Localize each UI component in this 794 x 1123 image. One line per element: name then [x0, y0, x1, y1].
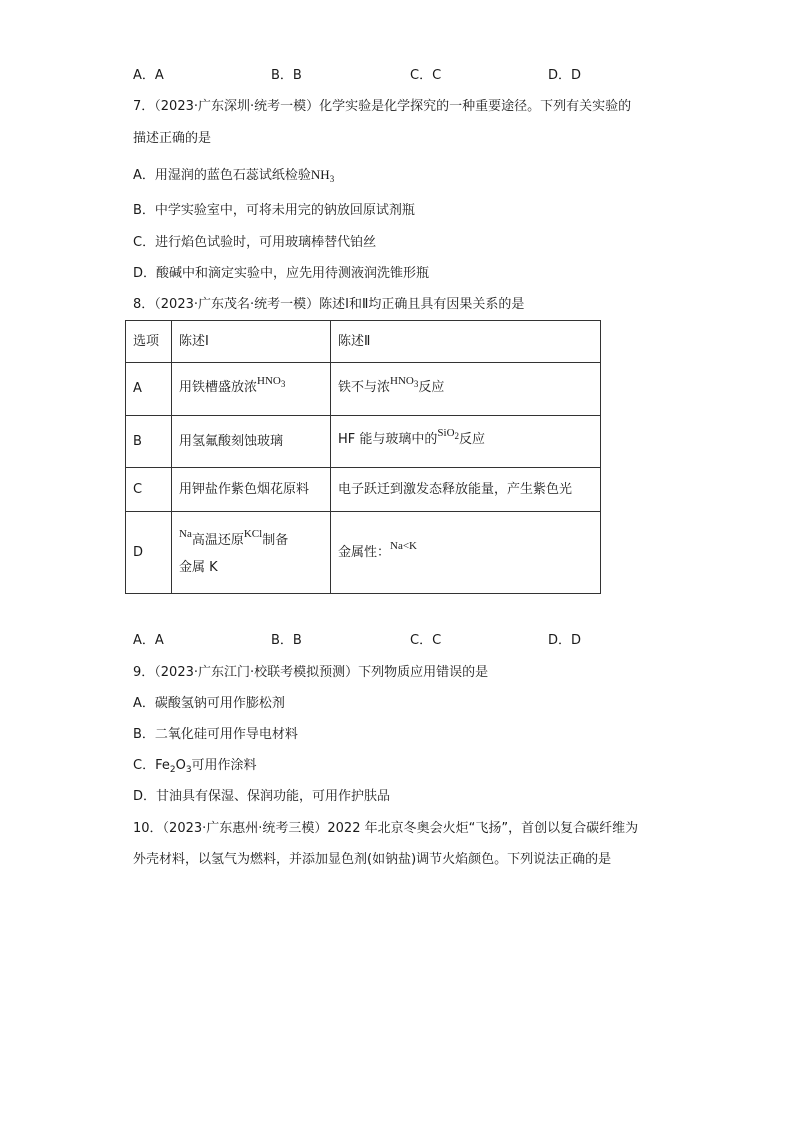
q8-option-b: B．B	[271, 633, 302, 648]
q7-option-d: D．酸碱中和滴定实验中，应先用待测液润洗锥形瓶	[133, 266, 430, 281]
fe2o3-sub2: 3	[185, 765, 192, 775]
q9-option-b: B．二氧化硅可用作导电材料	[133, 727, 298, 742]
row-d-kcl: KCl	[243, 527, 263, 540]
table-row	[126, 512, 601, 594]
q8-option-d: D．D	[548, 633, 582, 648]
q8-options	[133, 632, 593, 650]
row-c-statement-1: 用钾盐作紫色烟花原料	[172, 468, 331, 512]
row-d-s2-formula: Na<K	[390, 539, 417, 552]
q9-option-c	[133, 757, 257, 779]
q7-stem-line1: 7．（2023·广东深圳·统考一模）化学实验是化学探究的一种重要途径。下列有关实验的	[133, 99, 632, 114]
q8-stem: 8．（2023·广东茂名·统考一模）陈述Ⅰ和Ⅱ均正确且具有因果关系的是	[133, 297, 525, 312]
q9-option-a: A．碳酸氢钠可用作膨松剂	[133, 696, 285, 711]
row-c-statement-2: 电子跃迁到激发态释放能量，产生紫色光	[331, 468, 601, 512]
row-d-statement-1	[172, 512, 331, 594]
q7-nh3-sub: 3	[329, 174, 335, 184]
row-d-end: 制备	[262, 532, 289, 548]
fe2o3-sub1: 2	[169, 765, 176, 775]
q6-option-c: C．C	[410, 68, 442, 83]
row-b-s2-formula	[437, 427, 459, 439]
row-a-statement-1	[172, 363, 331, 416]
table-row	[126, 468, 601, 512]
q6-option-d: D．D	[548, 68, 582, 83]
row-d-line2: 金属 K	[179, 559, 218, 575]
header-option: 选项	[126, 321, 172, 363]
header-statement-1: 陈述Ⅰ	[172, 321, 331, 363]
q9-stem: 9．（2023·广东江门·校联考模拟预测）下列物质应用错误的是	[133, 665, 489, 680]
q7-nh3-formula: NH	[310, 167, 330, 182]
row-d-s2-pre: 金属性：	[338, 544, 391, 560]
q7-option-c: C．进行焰色试验时，可用玻璃棒替代铂丝	[133, 235, 377, 250]
q8-option-c: C．C	[410, 633, 442, 648]
q8-option-a: A．A	[133, 633, 164, 648]
table-header-row	[126, 321, 601, 363]
hno3-sub: 3	[280, 378, 286, 389]
q6-options	[133, 67, 593, 85]
row-b-option: B	[126, 416, 172, 468]
row-a-s1-formula	[257, 375, 285, 387]
row-d-mid: 高温还原	[191, 532, 244, 548]
row-a-s2-post: 反应	[418, 379, 445, 395]
hno3-formula: HNO	[390, 374, 414, 387]
q6-option-a: A．A	[133, 68, 164, 83]
row-a-statement-2	[331, 363, 601, 416]
row-b-s2-pre: HF 能与玻璃中的	[338, 432, 438, 447]
sio2-formula: SiO	[437, 427, 455, 439]
q7-option-a-text: A．用湿润的蓝色石蕊试纸检验	[133, 168, 311, 183]
q9-c-pre: C．	[133, 758, 156, 773]
row-a-s1-text: 用铁槽盛放浓	[179, 379, 258, 395]
table-row	[126, 416, 601, 468]
q9-option-d: D．甘油具有保湿、保润功能，可用作护肤品	[133, 789, 391, 804]
q8-table	[125, 320, 601, 594]
hno3-formula: HNO	[257, 374, 281, 387]
row-b-statement-1: 用氢氟酸刻蚀玻璃	[172, 416, 331, 468]
row-b-s2-post: 反应	[459, 432, 486, 447]
hno3-sub: 3	[413, 378, 419, 389]
q7-stem-line2: 描述正确的是	[133, 131, 212, 146]
row-d-na: Na	[179, 527, 192, 540]
fe2o3-fe: Fe	[155, 758, 170, 773]
sio2-sub: 2	[454, 431, 460, 441]
row-c-option: C	[126, 468, 172, 512]
q10-stem-line2: 外壳材料，以氢气为燃料，并添加显色剂(如钠盐)调节火焰颜色。下列说法正确的是	[133, 852, 612, 867]
row-a-s2-pre: 铁不与浓	[338, 379, 391, 395]
row-b-statement-2	[331, 416, 601, 468]
q7-option-a	[133, 166, 334, 188]
row-a-option: A	[126, 363, 172, 416]
row-d-statement-2	[331, 512, 601, 594]
q9-c-post: 可用作涂料	[191, 758, 257, 773]
header-statement-2: 陈述Ⅱ	[331, 321, 601, 363]
q10-stem-line1: 10．（2023·广东惠州·统考三模）2022 年北京冬奥会火炬“飞扬”，首创以复合碳纤维为	[133, 821, 639, 836]
table-row	[126, 363, 601, 416]
fe2o3-o: O	[175, 758, 186, 773]
q7-option-b: B．中学实验室中，可将未用完的钠放回原试剂瓶	[133, 203, 415, 218]
row-d-option: D	[126, 512, 172, 594]
q6-option-b: B．B	[271, 68, 302, 83]
row-a-s2-formula	[390, 375, 418, 387]
